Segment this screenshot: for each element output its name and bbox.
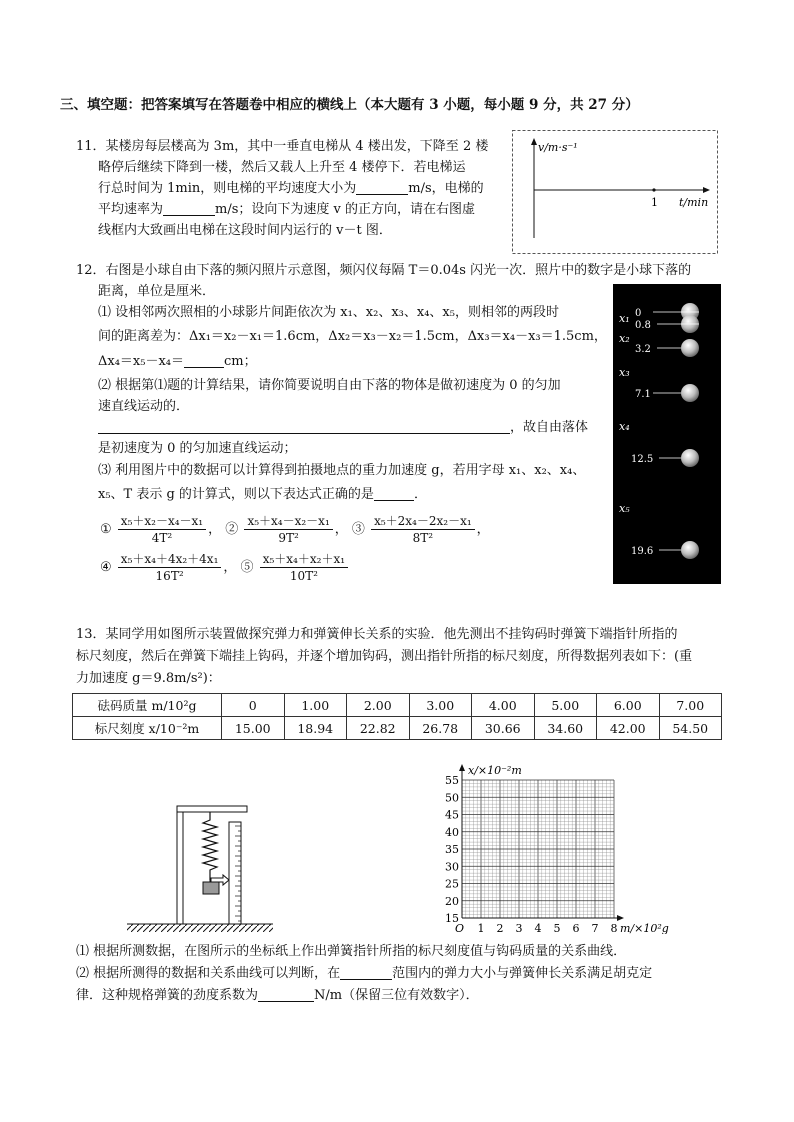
- q12-p3-b-line: [98, 485, 427, 505]
- q12-p1-c-unit: cm；: [224, 354, 257, 369]
- y-tick-label: 25: [445, 877, 459, 891]
- table-cell: 54.50: [659, 717, 722, 740]
- y-tick-label: 50: [445, 791, 459, 805]
- table-cell: 1.00: [284, 694, 347, 717]
- q12-p3-b-end: ．: [413, 487, 427, 502]
- q12-p2-d: 是初速度为 0 的匀加速直线运动；: [98, 441, 297, 456]
- q12-p3-a: ⑶ 利用图片中的数据可以计算得到拍摄地点的重力加速度 g，若用字母 x₁、x₂、x₄、: [98, 463, 586, 478]
- x-tick-label: 7: [591, 922, 599, 934]
- ball-4: [681, 384, 699, 402]
- distance-7-1: 7.1: [635, 389, 651, 400]
- y-tick-label: 35: [445, 843, 459, 856]
- ball-6: [681, 541, 699, 559]
- q11-line-2: 略停后继续下降到一楼，然后又载人上升至 4 楼停下．若电梯运: [98, 160, 466, 175]
- q12-options-row-2: [100, 548, 350, 588]
- distance-0-8: 0.8: [635, 320, 651, 331]
- spring: [203, 812, 217, 880]
- q11-text-b: m/s，电梯的: [408, 181, 484, 196]
- t-tick-point: [652, 188, 655, 191]
- hook-weight: [203, 882, 219, 894]
- table-cell: 15.00: [222, 717, 285, 740]
- q12-blank-dx4[interactable]: [184, 353, 224, 368]
- label-x2: x₂: [619, 332, 630, 345]
- stand-arm: [177, 806, 247, 812]
- ball-3: [681, 339, 699, 357]
- option-3-numerator: x₅＋2x₄－2x₂－x₁: [371, 513, 475, 530]
- ground-hatch: [127, 924, 273, 932]
- t-axis-arrow: [703, 187, 710, 193]
- option-5-numerator: x₅＋x₄＋x₂＋x₁: [260, 551, 348, 568]
- q11-blank-avg-velocity[interactable]: [356, 180, 408, 195]
- data-table: [72, 693, 722, 740]
- y-axis-arrow: [459, 764, 465, 771]
- q12-intro-1: 12．右图是小球自由下落的频闪照片示意图，频闪仪每隔 T＝0.04s 闪光一次．照片中的数字是小球下落的: [76, 263, 692, 278]
- x-tick-label: 4: [534, 922, 542, 934]
- q12-p3-b: x₅、T 表示 g 的计算式，则以下表达式正确的是: [98, 487, 374, 502]
- option-4-numerator: x₅＋x₄＋4x₂＋4x₁: [118, 551, 222, 568]
- option-1-sep: ，: [208, 522, 222, 537]
- label-x3: x₃: [619, 366, 630, 379]
- x-tick-labels: [478, 922, 618, 934]
- table-cell: 22.82: [347, 717, 410, 740]
- option-2-fraction[interactable]: [244, 513, 332, 546]
- option-2-numerator: x₅＋x₄－x₂－x₁: [244, 513, 332, 530]
- table-row-mass: [73, 694, 722, 717]
- stand-pole: [177, 810, 183, 924]
- table-cell: 30.66: [472, 717, 535, 740]
- table-cell: 5.00: [534, 694, 597, 717]
- table-cell: 6.00: [597, 694, 660, 717]
- y-axis-label: x/×10⁻²m: [468, 764, 522, 777]
- row-header-scale: 标尺刻度 x/10⁻²m: [73, 717, 222, 740]
- y-tick-label: 55: [445, 774, 459, 787]
- option-4-fraction[interactable]: [118, 551, 222, 584]
- q13-blank-spring-constant[interactable]: [258, 987, 314, 1002]
- option-1-denominator: 4T²: [151, 531, 173, 545]
- distance-19-6: 19.6: [631, 546, 654, 557]
- y-tick-label: 30: [445, 860, 459, 874]
- q13-intro-1: 13．某同学用如图所示装置做探究弹力和弹簧伸长关系的实验．他先测出不挂钩码时弹簧下端指针所指的: [76, 627, 678, 642]
- strobe-photo: [613, 284, 721, 584]
- table-cell: 18.94: [284, 717, 347, 740]
- option-3-fraction[interactable]: [371, 513, 475, 546]
- table-cell: 0: [222, 694, 285, 717]
- q12-p2-a: ⑵ 根据第⑴题的计算结果，请你简要说明自由下落的物体是做初速度为 0 的匀加: [98, 378, 561, 393]
- table-cell: 34.60: [534, 717, 597, 740]
- q13-grid-chart[interactable]: [440, 762, 690, 934]
- q13-intro-2: 标尺刻度，然后在弹簧下端挂上钩码，并逐个增加钩码，测出指针所指的标尺刻度，所得数据列表如下：(重: [76, 649, 693, 664]
- q12-options-row-1: [100, 510, 490, 550]
- y-tick-label: 45: [445, 808, 459, 822]
- option-2-sep: ，: [334, 522, 348, 537]
- q12-blank-choice[interactable]: [374, 486, 414, 501]
- label-x4: x₄: [619, 420, 630, 433]
- section-header: 三、填空题：把答案填写在答题卷中相应的横线上（本大题有 3 小题，每小题 9 分，共 27 分）: [60, 97, 639, 113]
- label-x1: x₁: [619, 312, 630, 325]
- y-tick-label: 40: [445, 825, 459, 839]
- q11-text-c: 平均速率为: [98, 202, 164, 217]
- v-axis-label: v/m·s⁻¹: [538, 141, 578, 154]
- table-cell: 7.00: [659, 694, 722, 717]
- q13-sub-2-a: ⑵ 根据所测得的数据和关系曲线可以判断，在: [76, 966, 341, 981]
- table-cell: 26.78: [409, 717, 472, 740]
- q11-line-3: [98, 179, 484, 199]
- option-5-mark: ⑤: [240, 560, 254, 575]
- v-axis-arrow: [531, 138, 537, 145]
- table-cell: 42.00: [597, 717, 660, 740]
- option-3-denominator: 8T²: [412, 531, 434, 545]
- x-tick-label: 1: [477, 922, 485, 934]
- option-2-mark: ②: [225, 522, 239, 537]
- option-4-denominator: 16T²: [155, 569, 184, 583]
- q11-line-1: 11．某楼房每层楼高为 3m，其中一垂直电梯从 4 楼出发，下降至 2 楼: [76, 139, 489, 154]
- distance-0: 0: [635, 308, 642, 319]
- q12-p2-b: 速直线运动的．: [98, 399, 190, 414]
- option-1-fraction[interactable]: [118, 513, 206, 546]
- option-3-sep: ，: [476, 522, 490, 537]
- q12-p1-c-line: [98, 352, 257, 372]
- x-tick-label: 3: [515, 922, 523, 934]
- ruler: [229, 822, 241, 924]
- q12-intro-2: 距离，单位是厘米．: [98, 284, 216, 299]
- ball-5: [681, 449, 699, 467]
- t-tick-label: 1: [651, 196, 658, 209]
- q11-line-5: 线框内大致画出电梯在这段时间内运行的 v－t 图．: [98, 223, 392, 238]
- option-5-fraction[interactable]: [260, 551, 348, 584]
- q12-p1-a: ⑴ 设相邻两次照相的小球影片间距依次为 x₁、x₂、x₃、x₄、x₅，则相邻的两段时: [98, 305, 559, 320]
- q13-sub-2-d: N/m（保留三位有效数字）．: [314, 988, 479, 1003]
- option-2-denominator: 9T²: [278, 531, 299, 545]
- q12-blank-explanation[interactable]: [98, 419, 510, 434]
- x-axis-arrow: [617, 915, 624, 921]
- q12-p2-c: ，故自由落体: [510, 420, 589, 435]
- q13-sub-2-b: 范围内的弹力大小与弹簧伸长关系满足胡克定: [392, 966, 653, 981]
- option-1-numerator: x₅＋x₂－x₄－x₁: [118, 513, 206, 530]
- x-axis-label: m/×10²g: [620, 922, 669, 934]
- table-cell: 3.00: [409, 694, 472, 717]
- grid-lines: [462, 780, 614, 918]
- x-tick-label: 2: [496, 922, 504, 934]
- x-tick-label: 6: [572, 922, 580, 934]
- y-tick-label: 15: [445, 912, 459, 925]
- x-tick-label: 5: [553, 922, 561, 934]
- q12-p2-c-line: [98, 418, 588, 438]
- q13-intro-3: 力加速度 g＝9.8m/s²)：: [76, 671, 221, 686]
- option-1-mark: ①: [100, 522, 112, 537]
- q11-text-d: m/s；设向下为速度 v 的正方向，请在右图虚: [215, 202, 476, 217]
- x-tick-label: 8: [610, 922, 618, 934]
- spring-apparatus: [125, 800, 275, 936]
- t-axis-label: t/min: [679, 196, 709, 209]
- label-x5: x₅: [619, 502, 630, 515]
- row-header-mass: 砝码质量 m/10²g: [73, 694, 222, 717]
- q11-text-a: 行总时间为 1min，则电梯的平均速度大小为: [98, 181, 357, 196]
- q13-sub-1: ⑴ 根据所测数据，在图所示的坐标纸上作出弹簧指针所指的标尺刻度值与钩码质量的关系曲线．: [76, 944, 627, 959]
- option-4-sep: ，: [223, 560, 237, 575]
- q11-blank-avg-speed[interactable]: [163, 201, 215, 216]
- origin-label: O: [455, 922, 465, 934]
- option-5-denominator: 10T²: [289, 569, 318, 583]
- y-tick-labels: [445, 774, 459, 925]
- q13-sub-2-line: [76, 964, 652, 984]
- q12-p1-b: 间的距离差为：Δx₁＝x₂－x₁＝1.6cm，Δx₂＝x₃－x₂＝1.5cm，Δx₃＝x₄－x₃＝1.5cm，: [98, 329, 607, 344]
- option-4-mark: ④: [100, 560, 112, 575]
- table-cell: 2.00: [347, 694, 410, 717]
- y-tick-label: 20: [445, 894, 459, 908]
- table-row-scale: [73, 717, 722, 740]
- distance-12-5: 12.5: [631, 454, 654, 465]
- distance-3-2: 3.2: [635, 344, 651, 355]
- q11-vt-graph[interactable]: [512, 130, 718, 254]
- q13-blank-range[interactable]: [340, 965, 392, 980]
- option-3-mark: ③: [351, 522, 365, 537]
- q11-line-4: [98, 200, 475, 220]
- q13-sub-2-c: 律．这种规格弹簧的劲度系数为: [76, 988, 259, 1003]
- q13-sub-3-line: [76, 986, 479, 1006]
- q12-p1-c: Δx₄＝x₅－x₄＝: [98, 354, 185, 369]
- table-cell: 4.00: [472, 694, 535, 717]
